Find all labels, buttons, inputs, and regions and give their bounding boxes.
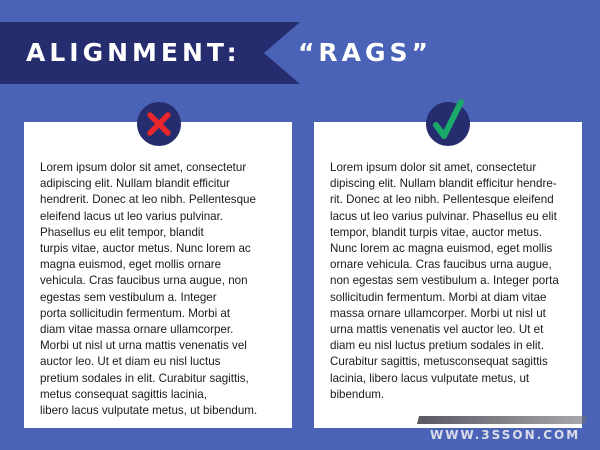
good-example-text: Lorem ipsum dolor sit amet, consectetur dipiscing elit. Nullam blandit efficitur hendre- rit. Donec at leo nibh. Pellentesque eleifend lacus ut leo varius pulvinar. Phasellus eu elit tempor, blandit turpis vitae, auctor metus. Nunc lorem ac magna euismod, eget mollis ornare vehicula. Cras faucibus urna augue, non egestas sem vestibulum a. Integer porta sollicitudin fermentum. Morbi at diam vitae massa ornare ullamcorper. Morbi ut nisl ut urna mattis venenatis vel auctor leo. Ut et diam eu nisl luctus pretium sodales in elit. Curabitur sagittis, metusconsequat sagittis lacinia, libero lacus vulputate metus, ut bibendum. [330,161,559,401]
good-example-badge [426,102,470,146]
watermark-bar [417,416,587,424]
bad-example-text: Lorem ipsum dolor sit amet, consectetur adipiscing elit. Nullam blandit efficitur hendrerit. Donec at leo nibh. Pellentesque eleifend lacus ut leo varius pulvinar. Phasellus eu elit tempor, blandit turpis vitae, auctor metus. Nunc lorem ac magna euismod, eget mollis ornare vehicula. Cras faucibus urna augue, non egestas sem vestibulum a. Integer porta sollicitudin fermentum. Morbi at diam vitae massa ornare ullamcorper. Morbi ut nisl ut urna mattis venenatis vel auctor leo. Ut et diam eu nisl luctus pretium sodales in elit. Curabitur sagittis, metus consequat sagittis lacinia, libero lacus vulputate metus, ut bibendum. [40,161,258,418]
title-alignment: ALIGNMENT: [26,38,241,67]
bad-example-badge [137,102,181,146]
bad-example-card [24,122,292,428]
title-rags: “RAGS” [298,38,432,67]
watermark-text: WWW.3SSON.COM [430,428,581,442]
x-mark-icon [146,111,172,137]
good-example-card [314,122,582,428]
check-mark-icon [430,106,466,142]
